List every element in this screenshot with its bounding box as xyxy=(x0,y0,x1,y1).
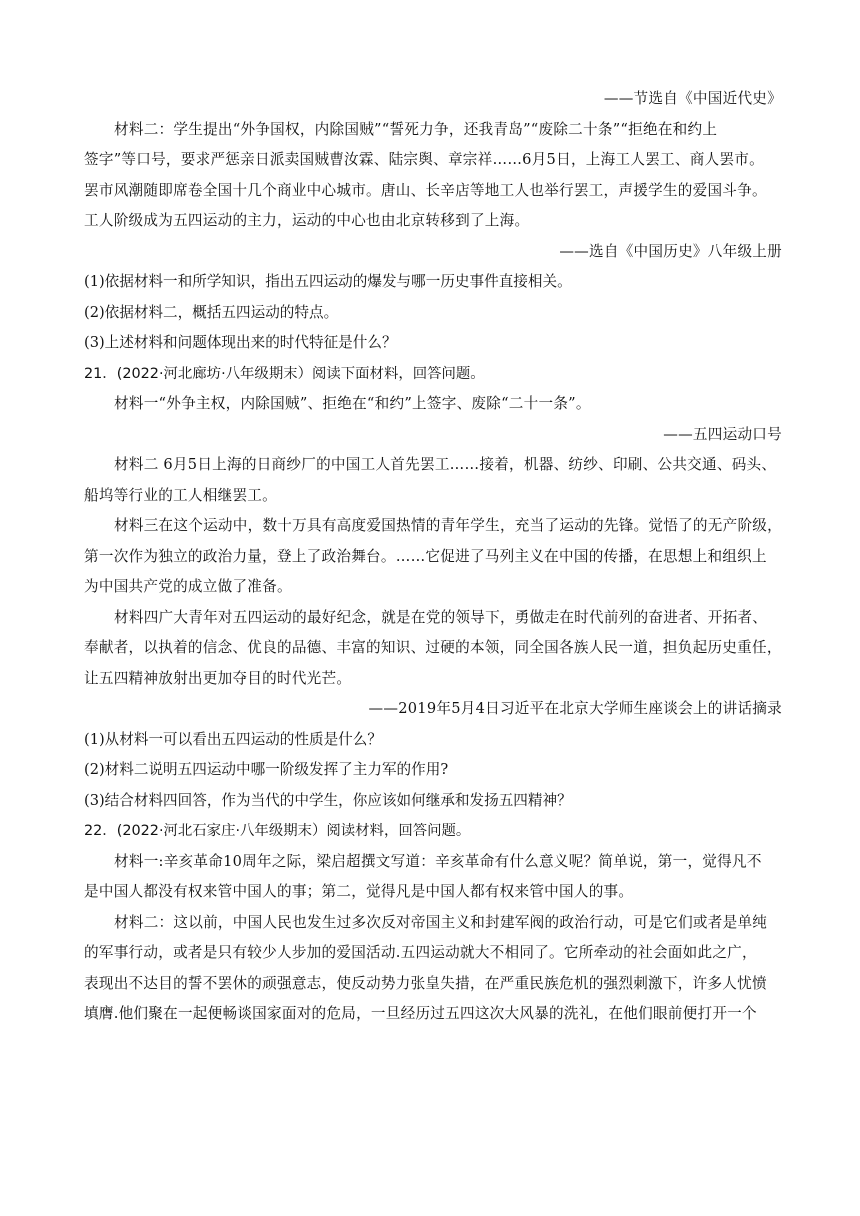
sub-question: (3)结合材料四回答，作为当代的中学生，你应该如何继承和发扬五四精神？ xyxy=(84,791,572,809)
material-text-line: 工人阶级成为五四运动的主力，运动的中心也由北京转移到了上海。 xyxy=(84,212,530,229)
sub-question: (2)材料二说明五四运动中哪一阶级发挥了主力军的作用? xyxy=(84,761,449,778)
material-text-line: 表现出不达目的誓不罢休的顽强意志，使反动势力张皇失措，在严重民族危机的强烈刺激下，许多人忧愤 xyxy=(84,974,767,992)
sub-question: (2)依据材料二，概括五四运动的特点。 xyxy=(84,303,339,321)
material-text-line: 材料三在这个运动中，数十万具有高度爱国热情的青年学生，充当了运动的先锋。觉悟了的无产阶级， xyxy=(114,517,782,534)
source-citation: ——2019年5月4日习近平在北京大学师生座谈会上的讲话摘录 xyxy=(368,700,782,717)
question-20-subquestions xyxy=(84,267,782,359)
source-citation: ——选自《中国历史》八年级上册 xyxy=(559,242,782,260)
source-citation: ——五四运动口号 xyxy=(663,425,782,443)
material-text-line: 罢市风潮随即席卷全国十几个商业中心城市。唐山、长辛店等地工人也举行罢工，声援学生的爱国斗争。 xyxy=(84,181,767,199)
question-heading: 22．(2022·河北石家庄·八年级期末）阅读材料，回答问题。 xyxy=(84,823,471,839)
material-text-line: 材料一:辛亥革命10周年之际，梁启超撰文写道：辛亥革命有什么意义呢？简单说，第一，觉得凡不 xyxy=(114,852,762,870)
material-text-line: 签字”等口号，要求严惩亲日派卖国贼曹汝霖、陆宗舆、章宗祥……6月5日，上海工人罢工、商人罢市。 xyxy=(84,151,764,168)
question-21 xyxy=(84,359,782,817)
material-text-line: 材料一“外争主权，内除国贼”、拒绝在“和约”上签字、废除“二十一条”。 xyxy=(114,395,591,412)
material-text-line: 的军事行动，或者是只有较少人步加的爱国活动.五四运动就大不相同了。它所牵动的社会面如此之广， xyxy=(84,944,757,961)
material-text-line: 第一次作为独立的政治力量，登上了政治舞台。……它促进了马列主义在中国的传播，在思想上和组织上 xyxy=(84,547,767,565)
question-22 xyxy=(84,816,782,1030)
material-text-line: 是中国人都没有权来管中国人的事；第二，觉得凡是中国人都有权来管中国人的事。 xyxy=(84,883,634,900)
material-text-line: 让五四精神放射出更加夺目的时代光芒。 xyxy=(84,669,352,687)
material-text-line: 填膺.他们聚在一起便畅谈国家面对的危局，一旦经历过五四这次大风暴的洗礼，在他们眼前便打开一个 xyxy=(84,1005,757,1022)
material-text-line: 材料四广大青年对五四运动的最好纪念，就是在党的领导下，勇做走在时代前列的奋进者、开拓者、 xyxy=(114,608,768,626)
sub-question: (1)依据材料一和所学知识，指出五四运动的爆发与哪一历史事件直接相关。 xyxy=(84,273,572,290)
material-two-block xyxy=(84,115,782,268)
material-text-line: 材料二：这以前，中国人民也发生过多次反对帝国主义和封建军阀的政治行动，可是它们或者是单纯 xyxy=(114,913,768,931)
material-text-line: 材料二 6月5日上海的日商纱厂的中国工人首先罢工……接着，机器、纺纱、印刷、公共交通、码头、 xyxy=(114,456,777,473)
question-heading: 21．(2022·河北廊坊·八年级期末）阅读下面材料，回答问题。 xyxy=(84,365,485,382)
source-citation: ——节选自《中国近代史》 xyxy=(603,90,782,107)
sub-question: (1)从材料一可以看出五四运动的性质是什么？ xyxy=(84,730,382,748)
material-text-line: 奉献者，以执着的信念、优良的品德、丰富的知识、过硬的本领，同全国各族人民一道，担负起历史重任， xyxy=(84,639,782,656)
material-text-line: 船坞等行业的工人相继罢工。 xyxy=(84,486,277,504)
material-text-line: 材料二：学生提出“外争国权，内除国贼”“誓死力争，还我青岛”“废除二十条”“拒绝在和约上 xyxy=(114,120,718,138)
material-text-line: 为中国共产党的成立做了准备。 xyxy=(84,578,292,595)
sub-question: (3)上述材料和问题体现出来的时代特征是什么？ xyxy=(84,334,397,351)
